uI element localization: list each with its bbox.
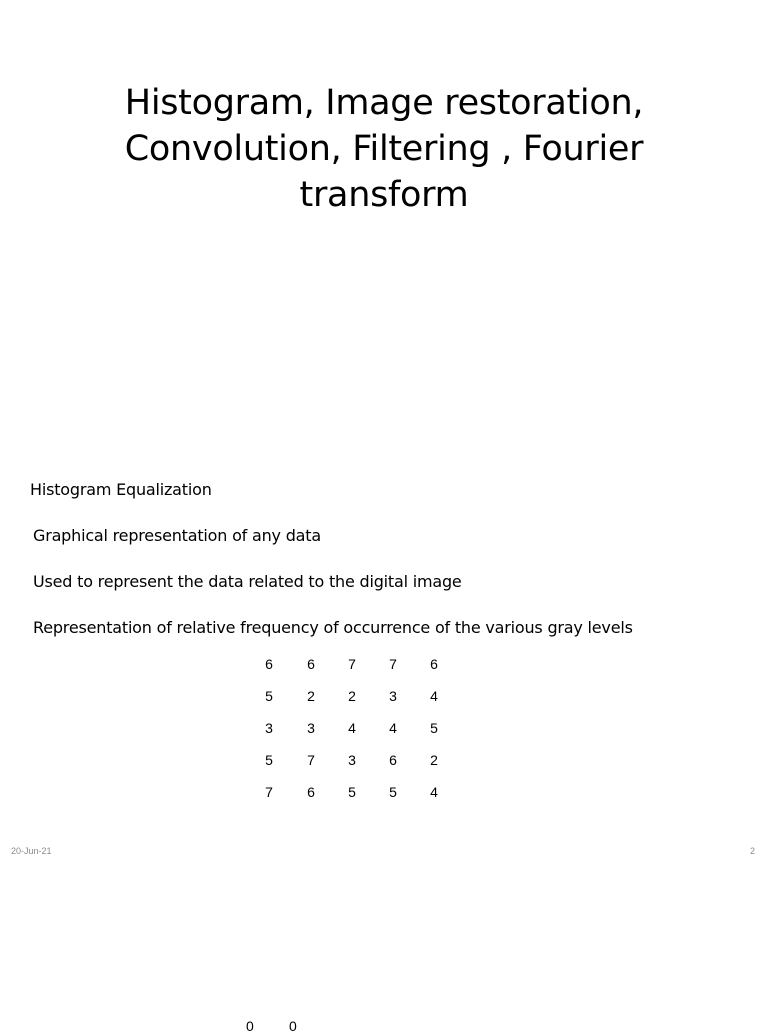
- matrix-cell: 6: [265, 656, 273, 672]
- slide-title: [60, 80, 708, 218]
- matrix-cell: 7: [389, 656, 397, 672]
- matrix-cell: 6: [389, 752, 397, 768]
- matrix-cell: 3: [307, 720, 315, 736]
- matrix-cell: 6: [307, 784, 315, 800]
- bullet-text: Representation of relative frequency of occurrence of the various gray levels: [33, 618, 633, 637]
- matrix-cell: 3: [265, 720, 273, 736]
- matrix-cell: 5: [265, 688, 273, 704]
- matrix-cell: 6: [430, 656, 438, 672]
- matrix-cell: 2: [348, 688, 356, 704]
- matrix-cell: 7: [265, 784, 273, 800]
- bullet-text: Used to represent the data related to the digital image: [33, 572, 462, 591]
- matrix-cell: 5: [348, 784, 356, 800]
- page-number: 2: [750, 846, 756, 856]
- matrix-cell: 4: [348, 720, 356, 736]
- next-page-fragment: 0: [289, 1018, 297, 1034]
- matrix-cell: 2: [307, 688, 315, 704]
- section-heading: Histogram Equalization: [30, 480, 212, 499]
- matrix-cell: 3: [389, 688, 397, 704]
- matrix-cell: 7: [348, 656, 356, 672]
- matrix-cell: 5: [265, 752, 273, 768]
- matrix-cell: 2: [430, 752, 438, 768]
- footer-date: 20-Jun-21: [11, 846, 52, 856]
- matrix-cell: 6: [307, 656, 315, 672]
- title-line: Convolution, Filtering , Fourier: [124, 129, 644, 169]
- matrix-cell: 4: [389, 720, 397, 736]
- title-line: transform: [299, 175, 469, 215]
- matrix-cell: 3: [348, 752, 356, 768]
- next-page-fragment: 0: [246, 1018, 254, 1034]
- bullet-text: Graphical representation of any data: [33, 526, 321, 545]
- matrix-cell: 4: [430, 688, 438, 704]
- matrix-cell: 5: [430, 720, 438, 736]
- matrix-cell: 4: [430, 784, 438, 800]
- matrix-cell: 7: [307, 752, 315, 768]
- title-line: Histogram, Image restoration,: [124, 83, 644, 123]
- matrix-cell: 5: [389, 784, 397, 800]
